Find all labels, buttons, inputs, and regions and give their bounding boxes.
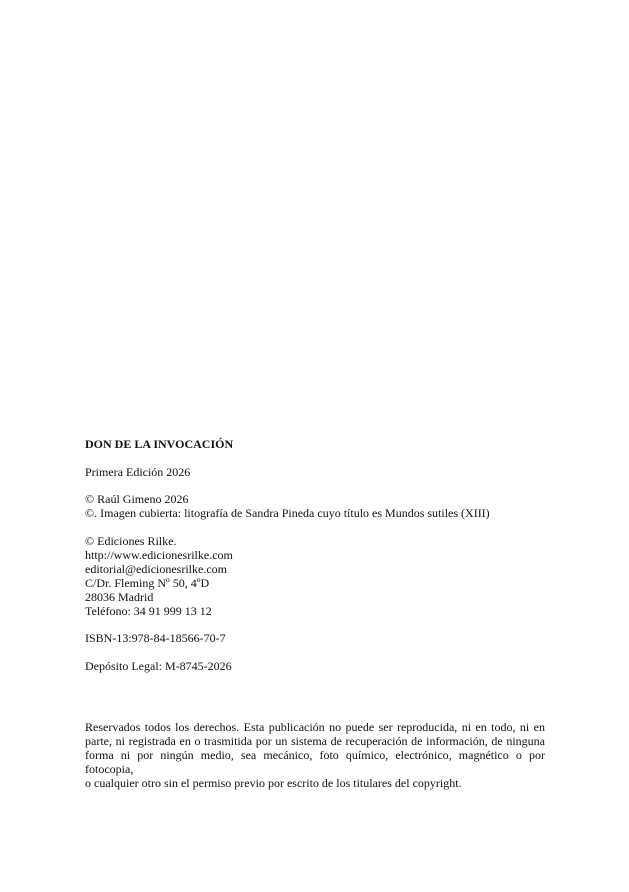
author-copyright: © Raúl Gimeno 2026 xyxy=(85,492,189,506)
isbn-line: ISBN-13:978-84-18566-70-7 xyxy=(85,631,226,645)
book-title: DON DE LA INVOCACIÓN xyxy=(85,437,234,451)
publisher-address: C/Dr. Fleming Nº 50, 4ºD xyxy=(85,576,210,590)
rights-line: Reservados todos los derechos. Esta publicación no puede ser reproducida, ni en todo, ni en xyxy=(85,720,545,734)
cover-copyright: ©. Imagen cubierta: litografía de Sandra Pineda cuyo título es Mundos sutiles (XIII) xyxy=(85,506,490,520)
publisher-phone: Teléfono: 34 91 999 13 12 xyxy=(85,604,212,618)
rights-notice xyxy=(85,720,545,790)
rights-line: parte, ni registrada en o trasmitida por un sistema de recuperación de información, de ninguna xyxy=(85,734,545,748)
legal-deposit-line: Depósito Legal: M-8745-2026 xyxy=(85,659,232,673)
rights-line: o cualquier otro sin el permiso previo por escrito de los titulares del copyright. xyxy=(85,776,462,790)
publisher-name: © Ediciones Rilke. xyxy=(85,534,177,548)
publisher-city: 28036 Madrid xyxy=(85,590,154,604)
publisher-website: http://www.edicionesrilke.com xyxy=(85,548,233,562)
edition-line: Primera Edición 2026 xyxy=(85,465,191,479)
rights-line: forma ni por ningún medio, sea mecánico, foto químico, electrónico, magnético o por fotocopia, xyxy=(85,748,545,776)
publisher-email: editorial@edicionesrilke.com xyxy=(85,562,228,576)
